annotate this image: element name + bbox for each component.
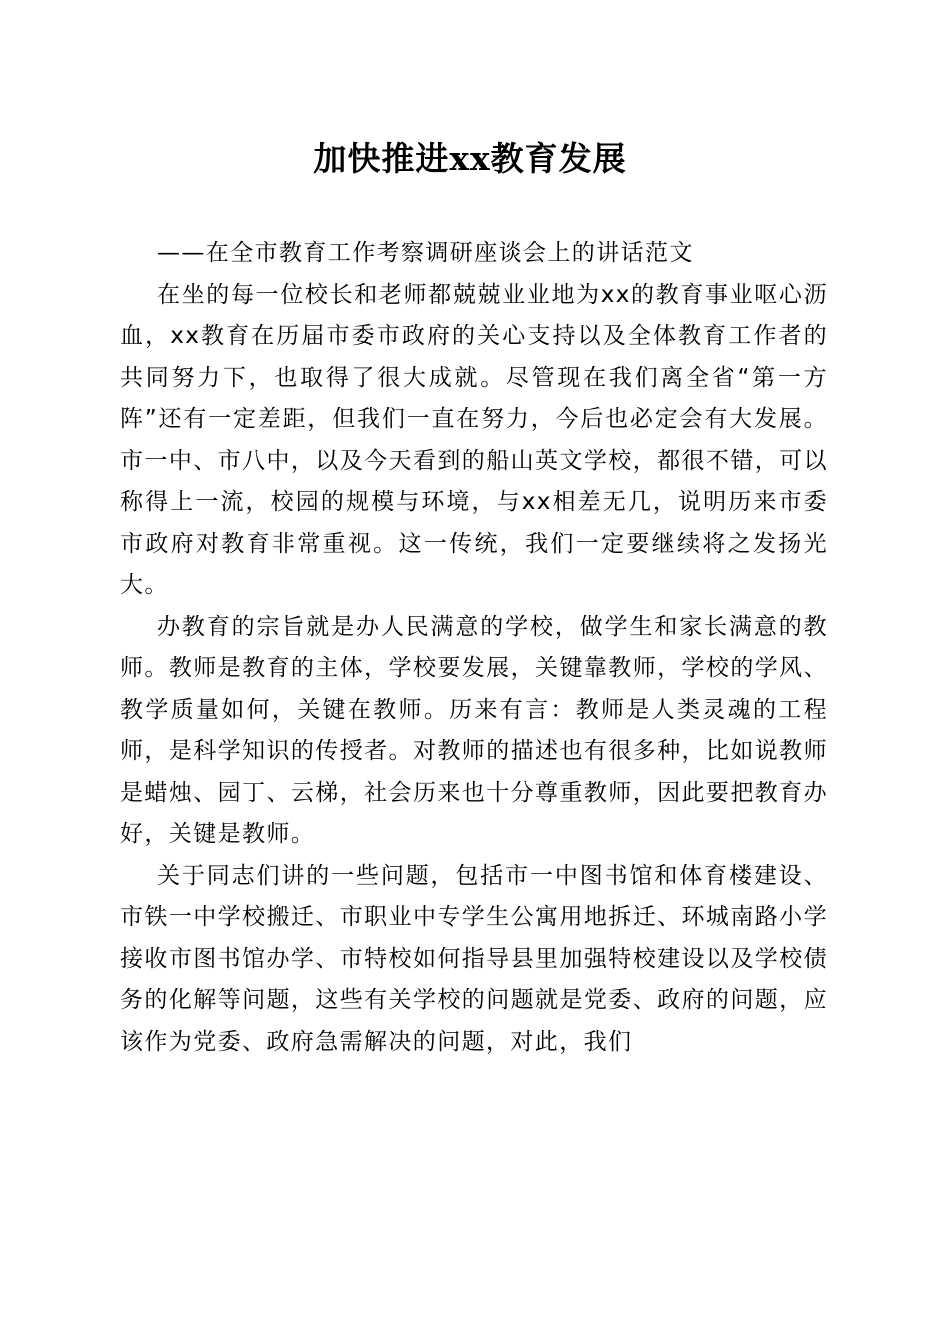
paragraph: 在坐的每一位校长和老师都兢兢业业地为xx的教育事业呕心沥血，xx教育在历届市委市政府的关心支持以及全体教育工作者的共同努力下，也取得了很大成就。尽管现在我们离全省“第一方阵”还有一定差距，但我们一直在努力，今后也必定会有大发展。市一中、市八中，以及今天看到的船山英文学校，都很不错，可以称得上一流，校园的规模与环境，与xx相差无几，说明历来市委市政府对教育非常重视。这一传统，我们一定要继续将之发扬光大。 — [120, 281, 828, 598]
document-body — [120, 233, 828, 1063]
paragraph: 办教育的宗旨就是办人民满意的学校，做学生和家长满意的教师。教师是教育的主体，学校要发展，关键靠教师，学校的学风、教学质量如何，关键在教师。历来有言：教师是人类灵魂的工程师，是科学知识的传授者。对教师的描述也有很多种，比如说教师是蜡烛、园丁、云梯，社会历来也十分尊重教师，因此要把教育办好，关键是教师。 — [120, 613, 828, 847]
paragraph: 关于同志们讲的一些问题，包括市一中图书馆和体育楼建设、市铁一中学校搬迁、市职业中专学生公寓用地拆迁、环城南路小学接收市图书馆办学、市特校如何指导县里加强特校建设以及学校债务的化解等问题，这些有关学校的问题就是党委、政府的问题，应该作为党委、政府急需解决的问题，对此，我们 — [120, 862, 828, 1055]
document-title: 加快推进xx教育发展 — [313, 139, 627, 178]
document-subtitle: ——在全市教育工作考察调研座谈会上的讲话范文 — [157, 240, 694, 266]
